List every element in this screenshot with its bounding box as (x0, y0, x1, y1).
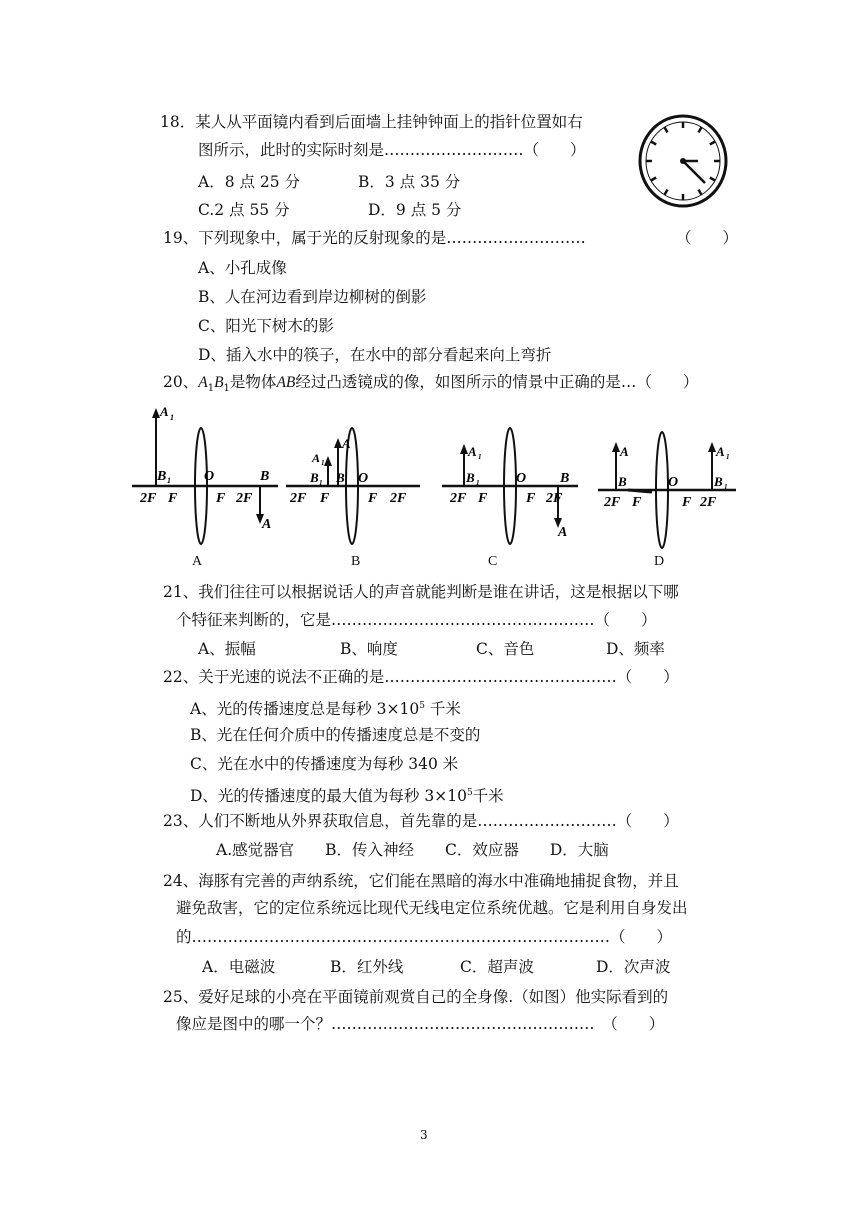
svg-text:1: 1 (170, 413, 174, 422)
svg-text:2F: 2F (604, 495, 621, 510)
svg-text:A: A (262, 517, 272, 532)
clock-tick (651, 178, 656, 181)
svg-text:A: A (558, 525, 568, 540)
svg-text:A: A (342, 436, 351, 451)
clock-icon (637, 113, 729, 209)
svg-text:O: O (516, 471, 527, 486)
svg-text:A: A (716, 444, 725, 459)
q18-option-c: C.2 点 55 分 (198, 201, 290, 219)
svg-text:1: 1 (319, 479, 323, 487)
q22-option-b: B、光在任何介质中的传播速度总是不变的 (190, 726, 481, 744)
svg-text:B: B (310, 470, 319, 485)
q24-option-a: A．电磁波 (202, 958, 276, 976)
q19-option-d: D、插入水中的筷子，在水中的部分看起来向上弯折 (198, 346, 552, 364)
q24-line1: 24、海豚有完善的声纳系统，它们能在黑暗的海水中准确地捕捉食物，并且 (163, 872, 679, 890)
q21-option-c: C、音色 (476, 640, 535, 658)
q18-line1: 18．某人从平面镜内看到后面墙上挂钟钟面上的指针位置如右 (160, 113, 583, 131)
svg-text:B: B (336, 470, 345, 485)
svg-text:A: A (468, 444, 477, 459)
q19-paren: （ ） (676, 229, 739, 247)
svg-text:2F: 2F (700, 495, 717, 510)
svg-text:2F: 2F (290, 491, 307, 506)
svg-text:B: B (466, 470, 475, 485)
svg-text:O: O (358, 471, 369, 486)
q21-option-b: B、响度 (340, 640, 398, 658)
svg-text:2F: 2F (450, 491, 467, 506)
clock-tick (710, 178, 715, 181)
q18-option-a: A．8 点 25 分 (198, 173, 301, 191)
lens-diagram-b (284, 400, 424, 550)
q22-option-d: D、光的传播速度的最大值为每秒 $3\times 10^5$千米 (190, 787, 504, 806)
q21-line2: 个特征来判断的，它是……………………………………………（ ） (176, 611, 657, 629)
lens-diagram-a (130, 400, 280, 550)
svg-text:B: B (260, 469, 270, 484)
q24-option-d: D．次声波 (596, 958, 671, 976)
q23-stem: 23、人们不断地从外界获取信息，首先靠的是………………………（ ） (163, 812, 679, 830)
svg-text:B: B (157, 469, 167, 484)
svg-text:F: F (368, 491, 378, 506)
q23-options: A.感觉器官 B．传入神经 C．效应器 D．大脑 (216, 841, 609, 859)
svg-text:B: B (618, 474, 627, 489)
page-number: 3 (420, 1128, 428, 1142)
svg-text:A: A (312, 451, 321, 465)
svg-text:1: 1 (478, 453, 482, 461)
clock-tick (710, 142, 715, 145)
q25-line2: 像应是图中的哪一个？…………………………………………… （ ） (176, 1015, 665, 1033)
svg-text:B: B (560, 471, 570, 486)
svg-text:1: 1 (726, 453, 730, 461)
clock-tick (651, 142, 656, 145)
q24-option-c: C．超声波 (460, 958, 534, 976)
svg-text:B: B (714, 474, 723, 489)
diagram-label-a: A (192, 554, 203, 569)
svg-text:1: 1 (724, 483, 728, 491)
svg-text:2F: 2F (546, 491, 563, 506)
q22-option-a: A、光的传播速度总是每秒 $3\times 10^5$ 千米 (190, 700, 461, 719)
clock-tick (699, 127, 702, 132)
q24-option-b: B．红外线 (330, 958, 404, 976)
svg-text:1: 1 (476, 479, 480, 487)
q18-line2: 图所示，此时的实际时刻是………………………（ ） (198, 141, 586, 159)
svg-text:2F: 2F (140, 491, 157, 506)
q22-stem: 22、关于光速的说法不正确的是………………………………………（ ） (163, 668, 679, 686)
clock-tick (665, 190, 668, 195)
diagram-label-c: C (488, 554, 498, 569)
q19-option-c: C、阳光下树木的影 (198, 317, 334, 335)
lens-diagram-d (596, 400, 738, 550)
q21-option-a: A、振幅 (198, 640, 256, 658)
svg-text:F: F (682, 495, 692, 510)
svg-text:A: A (620, 444, 629, 459)
diagram-label-b: B (351, 554, 361, 569)
q18-option-d: D．9 点 5 分 (368, 201, 462, 219)
q19-option-a: A、小孔成像 (198, 259, 287, 277)
svg-text:2F: 2F (236, 491, 253, 506)
svg-text:1: 1 (167, 476, 171, 485)
svg-text:O: O (668, 475, 679, 490)
q24-line3: 的………………………………………………………………………（ ） (176, 928, 673, 946)
q25-line1: 25、爱好足球的小亮在平面镜前观赏自己的全身像.（如图）他实际看到的 (163, 988, 669, 1006)
diagram-label-d: D (654, 554, 665, 569)
q18-option-b: B．3 点 35 分 (358, 173, 461, 191)
lens-a-label-a1: A (160, 404, 169, 419)
svg-text:F: F (168, 491, 178, 506)
svg-text:F: F (216, 491, 226, 506)
q24-line2: 避免敌害，它的定位系统远比现代无线电定位系统优越。它是利用自身发出 (176, 899, 688, 917)
q22-option-c: C、光在水中的传播速度为每秒 340 米 (190, 755, 459, 773)
q21-option-d: D、频率 (606, 640, 665, 658)
q19-option-b: B、人在河边看到岸边柳树的倒影 (198, 288, 427, 306)
svg-text:F: F (632, 495, 642, 510)
svg-text:2F: 2F (390, 491, 407, 506)
clock-tick (699, 190, 702, 195)
q20-stem: 20、$A_1B_1$是物体AB经过凸透镜成的像，如图所示的情景中正确的是…（ ） (163, 373, 699, 395)
lens-diagram-c (440, 400, 580, 550)
svg-text:1: 1 (321, 459, 325, 467)
clock-tick (665, 127, 668, 132)
q21-line1: 21、我们往往可以根据说话人的声音就能判断是谁在讲话，这是根据以下哪 (163, 583, 679, 601)
svg-text:F: F (320, 491, 330, 506)
svg-text:F: F (478, 491, 488, 506)
svg-text:O: O (204, 469, 215, 484)
q19-stem: 19、下列现象中，属于光的反射现象的是……………………… (163, 229, 586, 247)
svg-text:F: F (526, 491, 536, 506)
